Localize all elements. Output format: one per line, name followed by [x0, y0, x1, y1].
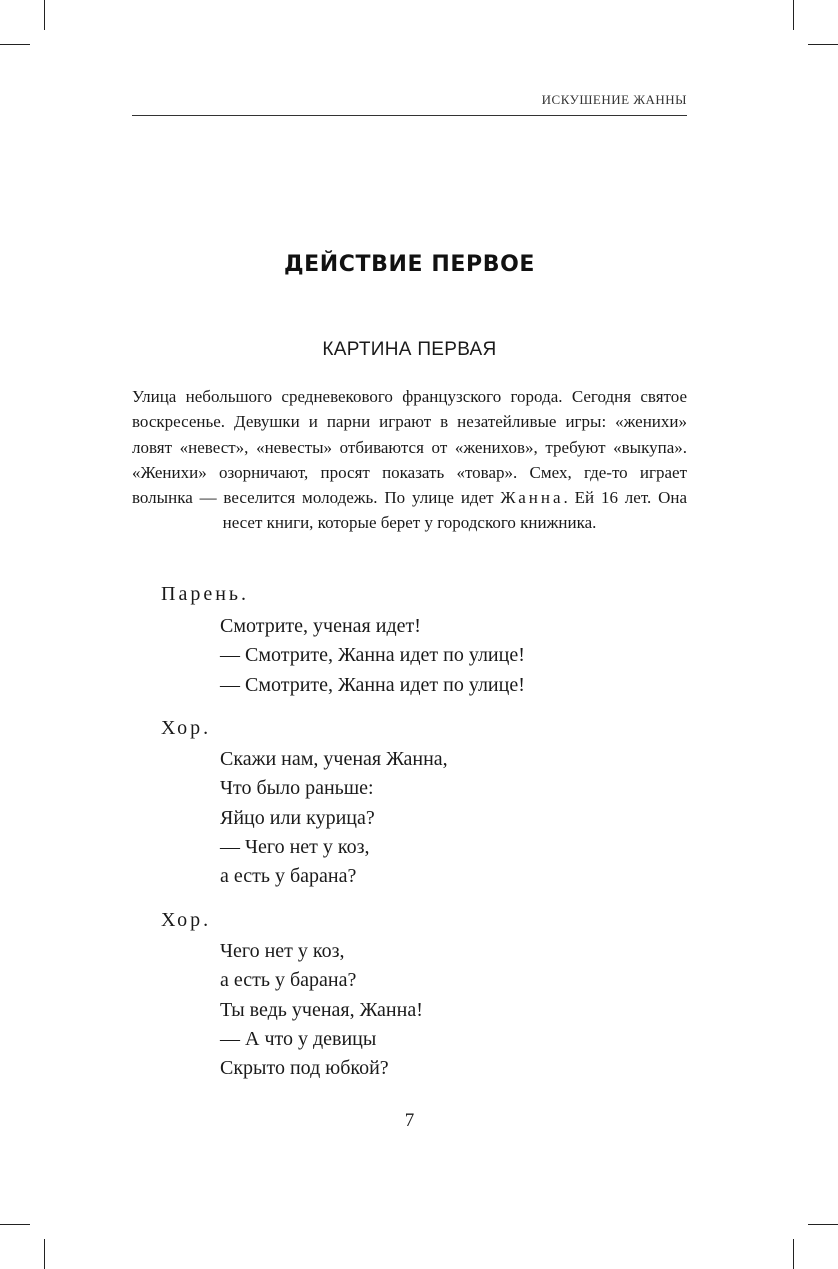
- verse-block: [220, 937, 423, 1083]
- stage-direction: [132, 384, 687, 536]
- crop-mark: [793, 0, 794, 30]
- crop-mark: [0, 1224, 30, 1225]
- character-name: Жанна: [500, 488, 564, 508]
- speaker-name: Хор.: [161, 717, 212, 739]
- verse-line: — Смотрите, Жанна идет по улице!: [220, 644, 525, 667]
- speaker-name: Хор.: [161, 909, 212, 931]
- crop-mark: [808, 44, 838, 45]
- verse-block: [220, 745, 448, 891]
- verse-line: Скрыто под юбкой?: [220, 1057, 389, 1080]
- header-rule: [132, 115, 687, 116]
- verse-line: а есть у барана?: [220, 969, 357, 992]
- verse-block: [220, 612, 525, 700]
- verse-line: — Смотрите, Жанна идет по улице!: [220, 673, 525, 696]
- verse-line: а есть у барана?: [220, 865, 357, 888]
- crop-mark: [44, 0, 45, 30]
- crop-mark: [0, 44, 30, 45]
- verse-line: Что было раньше:: [220, 777, 374, 800]
- verse-line: Ты ведь ученая, Жанна!: [220, 998, 423, 1021]
- crop-mark: [808, 1224, 838, 1225]
- running-head: ИСКУШЕНИЕ ЖАННЫ: [541, 92, 687, 107]
- verse-line: Чего нет у коз,: [220, 940, 345, 962]
- verse-line: Смотрите, ученая идет!: [220, 615, 421, 637]
- speaker-name: Парень.: [161, 583, 250, 605]
- verse-line: — А что у девицы: [220, 1027, 377, 1050]
- crop-mark: [793, 1239, 794, 1269]
- stage-direction-text: Улица небольшого средневекового французского города. Сегодня святое воскресенье. Девушки и парни играют в незатейливые игры: «женихи» ловят «невест», «невесты» отбиваются от «женихов», требуют «выкупа». «Женихи» озорничают, просят показать «товар». Смех, где-то играет волынка — веселится молодежь. По улице идет: [132, 387, 687, 508]
- crop-mark: [44, 1239, 45, 1269]
- verse-line: Скажи нам, ученая Жанна,: [220, 748, 448, 770]
- scene-title: КАРТИНА ПЕРВАЯ: [322, 339, 497, 360]
- verse-line: — Чего нет у коз,: [220, 835, 370, 858]
- page-number: 7: [404, 1110, 415, 1131]
- verse-line: Яйцо или курица?: [220, 806, 375, 829]
- act-title: ДЕЙСТВИЕ ПЕРВОЕ: [283, 252, 536, 277]
- stage-direction-text: . Ей 16 лет. Она несет книги, которые берет у городского книжника.: [222, 488, 687, 533]
